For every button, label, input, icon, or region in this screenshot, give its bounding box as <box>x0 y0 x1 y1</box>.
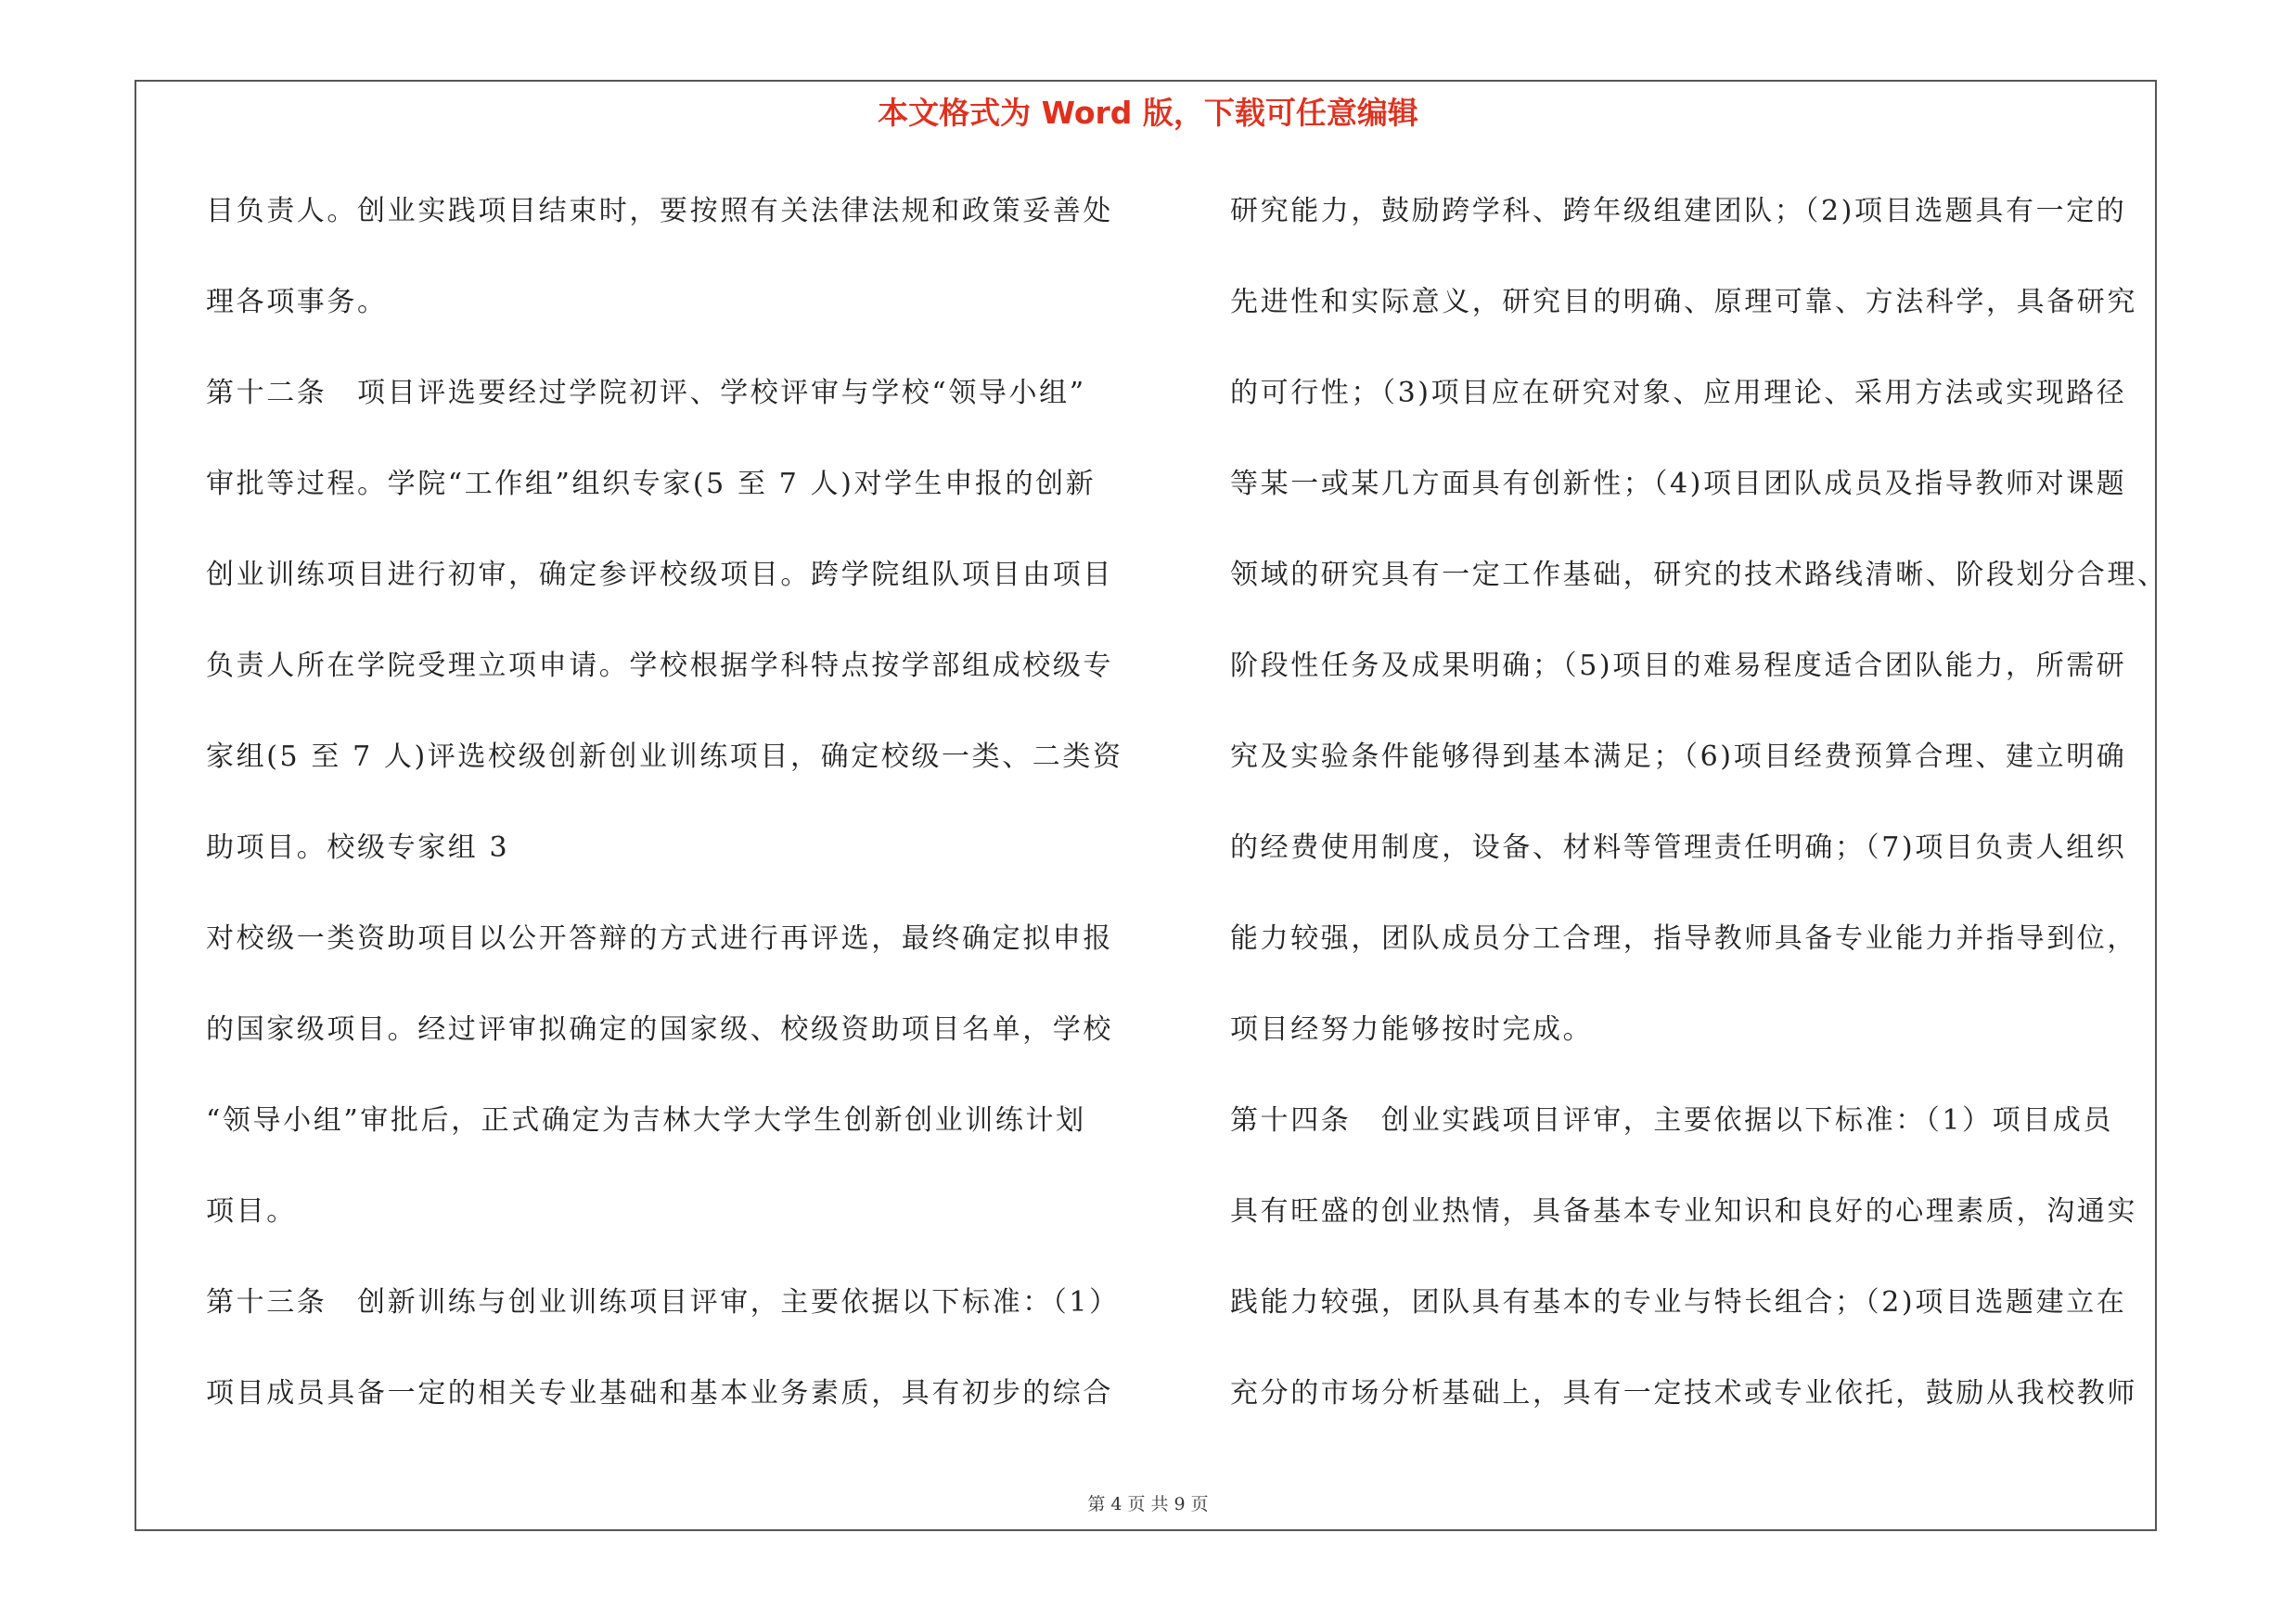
page-number: 第 4 页 共 9 页 <box>1087 1494 1209 1514</box>
text-line: 具有旺盛的创业热情，具备基本专业知识和良好的心理素质，沟通实 <box>1230 1195 2137 1228</box>
text-line: 目负责人。创业实践项目结束时，要按照有关法律法规和政策妥善处 <box>206 195 1113 227</box>
text-line: 的经费使用制度，设备、材料等管理责任明确；（7)项目负责人组织 <box>1230 831 2127 864</box>
text-line: 先进性和实际意义，研究目的明确、原理可靠、方法科学，具备研究 <box>1230 286 2137 318</box>
text-line: 践能力较强，团队具有基本的专业与特长组合；（2)项目选题建立在 <box>1230 1286 2127 1319</box>
text-line: 项目成员具备一定的相关专业基础和基本业务素质，具有初步的综合 <box>206 1377 1113 1410</box>
text-line: 第十三条 创新训练与创业训练项目评审，主要依据以下标准：（1） <box>206 1286 1120 1319</box>
right-text-column <box>1230 184 2168 1457</box>
text-line: 领域的研究具有一定工作基础，研究的技术路线清晰、阶段划分合理、 <box>1230 559 2168 591</box>
text-line: 项目。 <box>206 1195 297 1228</box>
text-line: 第十二条 项目评选要经过学院初评、学校评审与学校“领导小组” <box>206 377 1086 409</box>
text-line: 项目经努力能够按时完成。 <box>1230 1013 1594 1046</box>
text-line: 的可行性；（3)项目应在研究对象、应用理论、采用方法或实现路径 <box>1230 377 2127 409</box>
text-line: 充分的市场分析基础上，具有一定技术或专业依托，鼓励从我校教师 <box>1230 1377 2137 1410</box>
text-line: 创业训练项目进行初审，确定参评校级项目。跨学院组队项目由项目 <box>206 559 1113 591</box>
text-line: 助项目。校级专家组 3 <box>206 831 510 864</box>
text-line: 能力较强，团队成员分工合理，指导教师具备专业能力并指导到位， <box>1230 922 2137 955</box>
text-line: 对校级一类资助项目以公开答辩的方式进行再评选，最终确定拟申报 <box>206 922 1113 955</box>
text-line: 第十四条 创业实践项目评审，主要依据以下标准：（1）项目成员 <box>1230 1104 2114 1137</box>
text-line: 理各项事务。 <box>206 286 388 318</box>
text-line: 的国家级项目。经过评审拟确定的国家级、校级资助项目名单，学校 <box>206 1013 1113 1046</box>
text-line: 研究能力，鼓励跨学科、跨年级组建团队；（2)项目选题具有一定的 <box>1230 195 2127 227</box>
text-line: 究及实验条件能够得到基本满足；（6)项目经费预算合理、建立明确 <box>1230 741 2127 773</box>
text-line: 家组(5 至 7 人)评选校级创新创业训练项目，确定校级一类、二类资 <box>206 741 1123 773</box>
text-line: “领导小组”审批后，正式确定为吉林大学大学生创新创业训练计划 <box>206 1104 1086 1137</box>
text-line: 负责人所在学院受理立项申请。学校根据学科特点按学部组成校级专 <box>206 650 1113 682</box>
text-line: 阶段性任务及成果明确；（5)项目的难易程度适合团队能力，所需研 <box>1230 650 2127 682</box>
text-line: 等某一或某几方面具有创新性；（4)项目团队成员及指导教师对课题 <box>1230 468 2127 500</box>
document-banner: 本文格式为 Word 版，下载可任意编辑 <box>878 95 1418 131</box>
left-text-column <box>206 184 1134 1457</box>
text-line: 审批等过程。学院“工作组”组织专家(5 至 7 人)对学生申报的创新 <box>206 468 1097 500</box>
